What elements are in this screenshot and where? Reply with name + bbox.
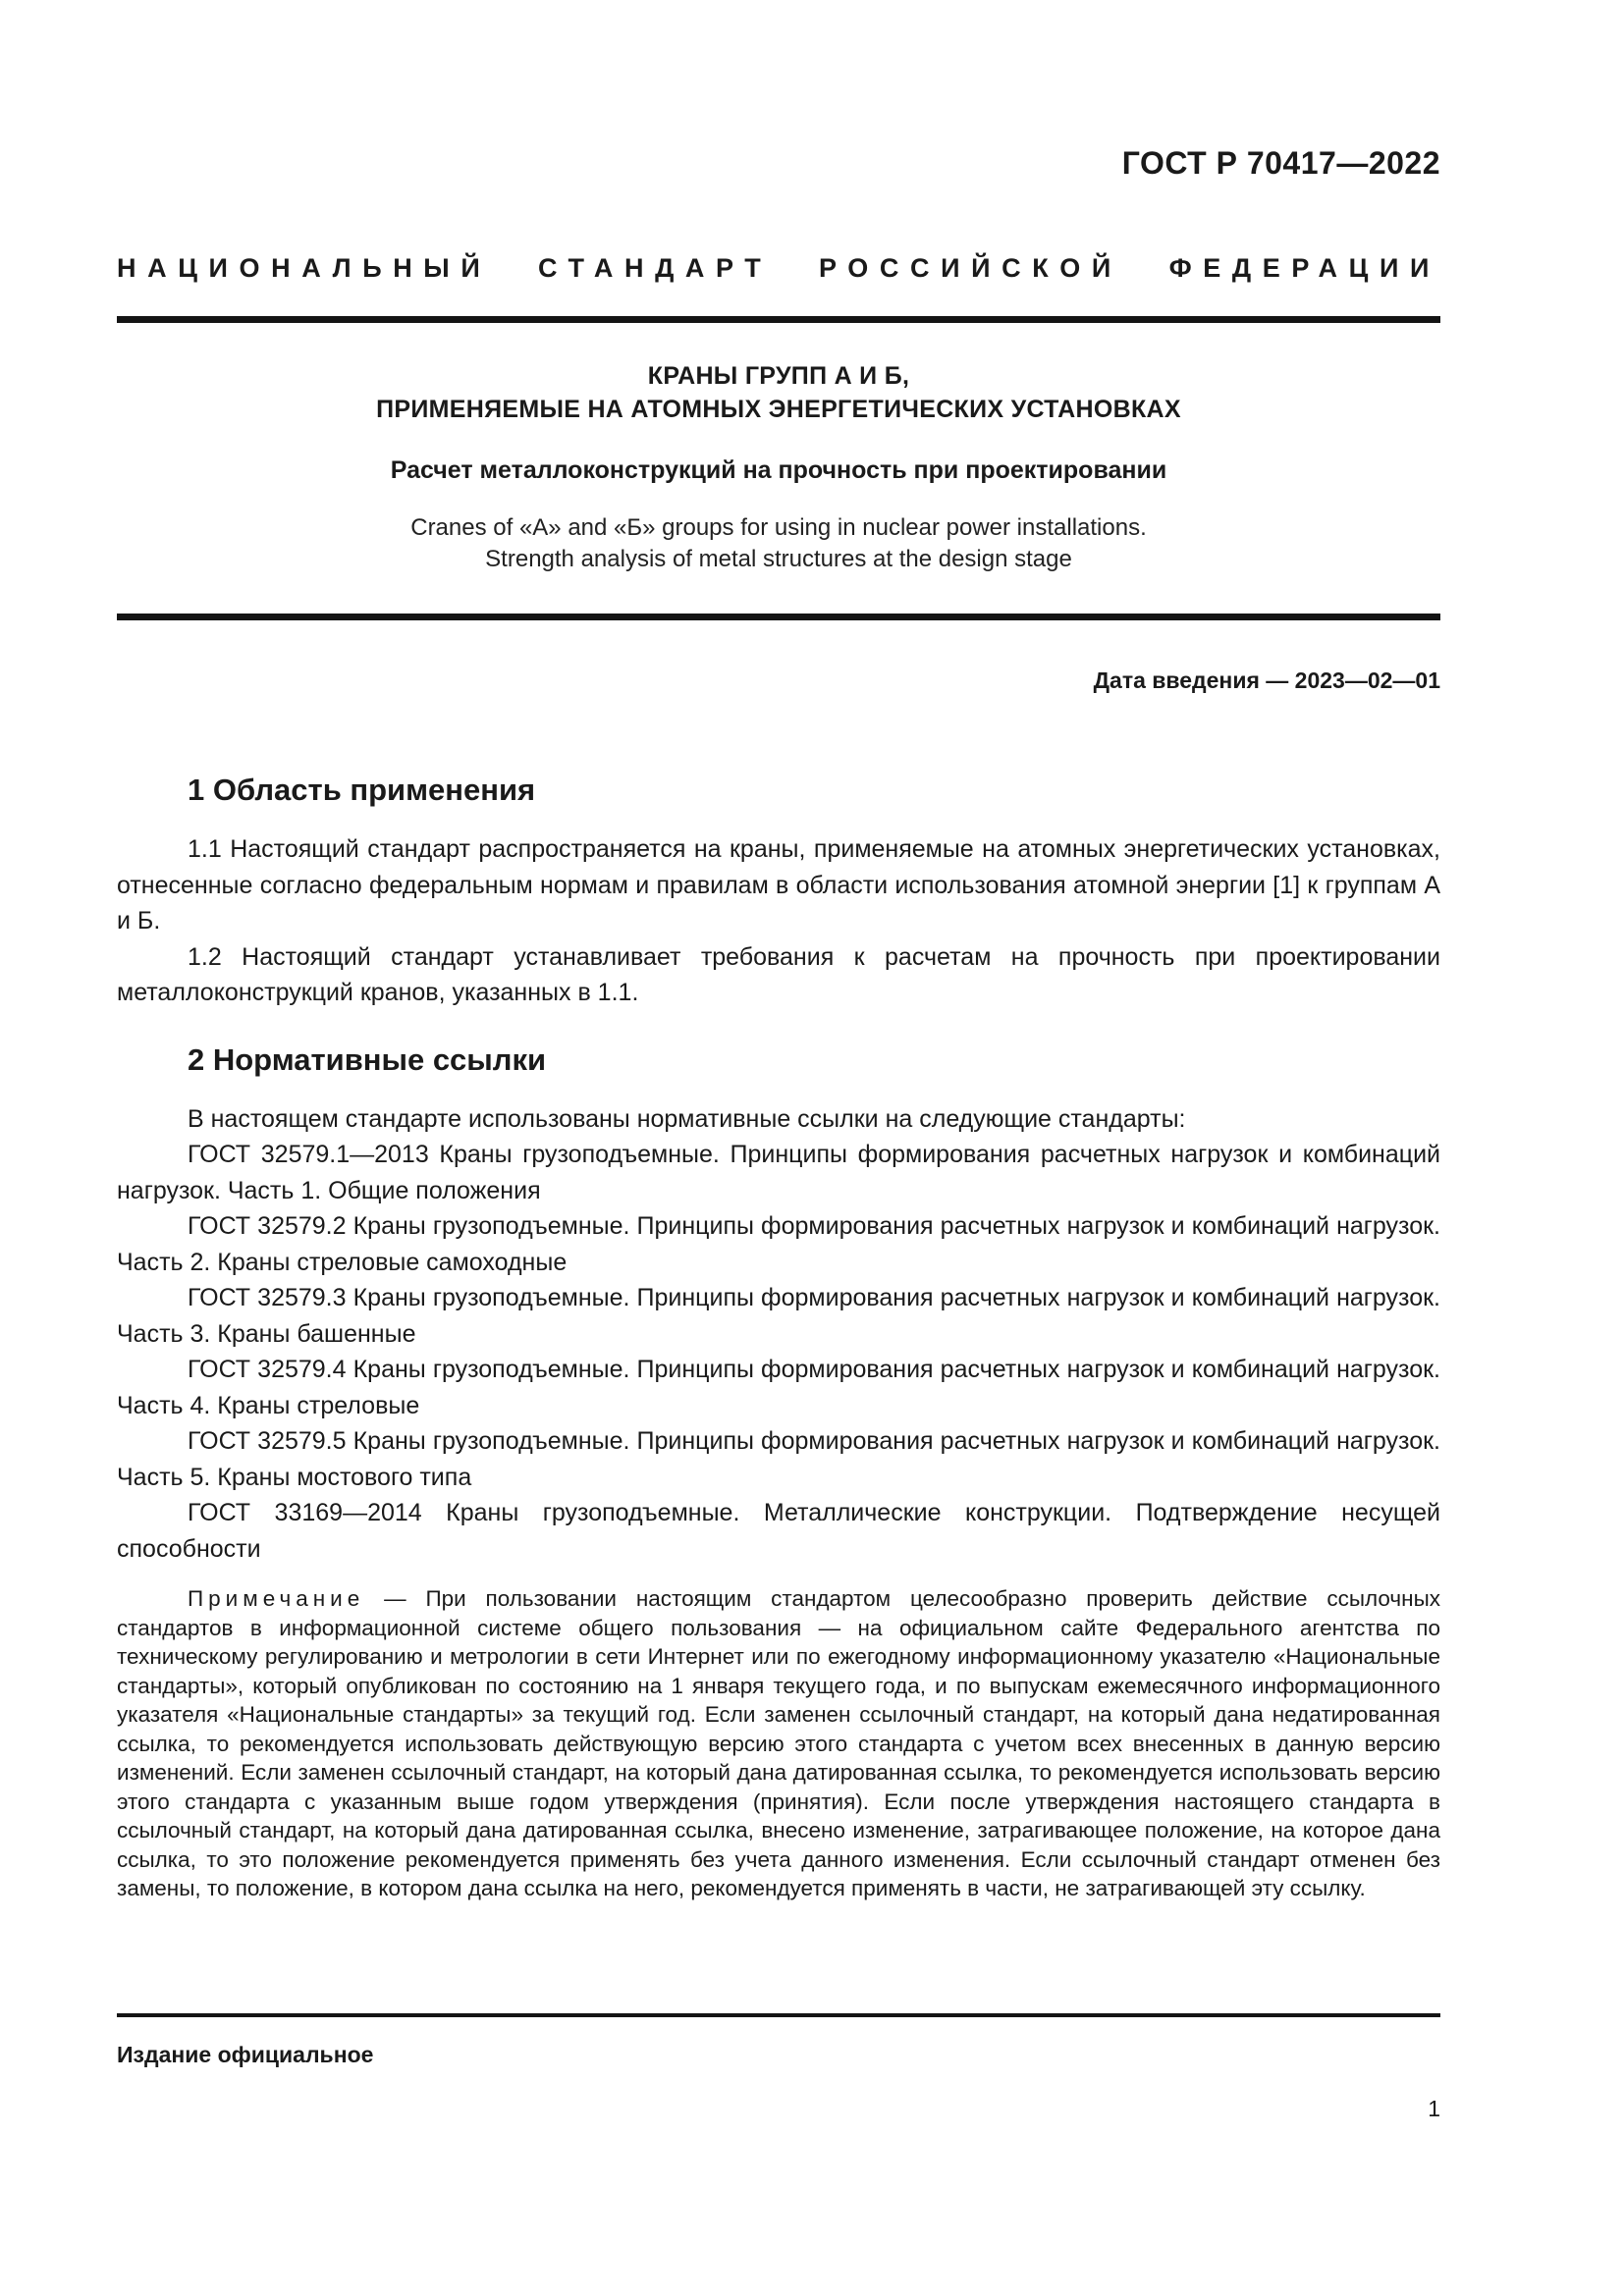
bottom-divider: [117, 2013, 1440, 2017]
title-line-1: КРАНЫ ГРУПП А И Б,: [647, 362, 910, 390]
middle-divider: [117, 614, 1440, 620]
section-scope: [117, 771, 1440, 1011]
reference-item: ГОСТ 32579.5 Краны грузоподъемные. Принципы формирования расчетных нагрузок и комбинаций нагрузок. Часть 5. Краны мостового типа: [117, 1427, 1440, 1491]
section-normative-references: [117, 1041, 1440, 1903]
official-edition-label: Издание официальное: [117, 2042, 374, 2067]
document-body: [117, 771, 1440, 1903]
page-number: 1: [1428, 2096, 1440, 2121]
section-heading: 1 Область применения: [188, 773, 536, 807]
top-divider: [117, 316, 1440, 323]
note-text: — При пользовании настоящим стандартом целесообразно проверить действие ссылочных стандартов в информационной системе общего пользования — на официальном сайте Федерального агентства по техническому регулированию и метрологии в сети Интернет или по ежегодному информационному указателю «Национальные стандарты», который опубликован по состоянию на 1 января текущего года, и по выпускам ежемесячного информационного указателя «Национальные стандарты» за текущий год. Если заменен ссылочный стандарт, на который дана недатированная ссылка, то рекомендуется использовать действующую версию этого стандарта с учетом всех внесенных в данную версию изменений. Если заменен ссылочный стандарт, на который дана датированная ссылка, то рекомендуется использовать версию этого стандарта с указанным выше годом утверждения (принятия). Если после утверждения настоящего стандарта в ссылочный стандарт, на который дана датированная ссылка, внесено изменение, затрагивающее положение, на которое дана ссылка, то это положение рекомендуется применять без учета данного изменения. Если ссылочный стандарт отменен без замены, то положение, в котором дана ссылка на него, рекомендуется применять в части, не затрагивающей эту ссылку.: [117, 1586, 1440, 1900]
english-title-line-2: Strength analysis of metal structures at the design stage: [485, 546, 1072, 572]
reference-item: ГОСТ 32579.1—2013 Краны грузоподъемные. Принципы формирования расчетных нагрузок и комбинаций нагрузок. Часть 1. Общие положения: [117, 1141, 1440, 1204]
gost-number: ГОСТ Р 70417—2022: [1121, 145, 1440, 181]
english-title-line-1: Cranes of «A» and «Б» groups for using in nuclear power installations.: [410, 514, 1147, 541]
reference-item: ГОСТ 33169—2014 Краны грузоподъемные. Металлические конструкции. Подтверждение несущей способности: [117, 1499, 1440, 1563]
paragraph: 1.2 Настоящий стандарт устанавливает требования к расчетам на прочность при проектировании металлоконструкций кранов, указанных в 1.1.: [117, 942, 1440, 1006]
reference-item: ГОСТ 32579.3 Краны грузоподъемные. Принципы формирования расчетных нагрузок и комбинаций нагрузок. Часть 3. Краны башенные: [117, 1284, 1440, 1348]
note: [117, 1584, 1440, 1903]
english-title: [117, 512, 1440, 575]
reference-item: ГОСТ 32579.4 Краны грузоподъемные. Принципы формирования расчетных нагрузок и комбинаций нагрузок. Часть 4. Краны стреловые: [117, 1356, 1440, 1419]
note-label: Примечание: [188, 1586, 365, 1611]
section-heading: 2 Нормативные ссылки: [188, 1041, 547, 1077]
title-block: [117, 359, 1440, 575]
reference-item: ГОСТ 32579.2 Краны грузоподъемные. Принципы формирования расчетных нагрузок и комбинаций нагрузок. Часть 2. Краны стреловые самоходные: [117, 1212, 1440, 1276]
title-line-2: ПРИМЕНЯЕМЫЕ НА АТОМНЫХ ЭНЕРГЕТИЧЕСКИХ УСТАНОВКАХ: [376, 396, 1181, 423]
paragraph: В настоящем стандарте использованы нормативные ссылки на следующие стандарты:: [188, 1104, 1186, 1133]
document-page: [117, 0, 1440, 2296]
document-subtitle: Расчет металлоконструкций на прочность при проектировании: [390, 456, 1167, 484]
introduction-date: Дата введения — 2023—02—01: [1093, 667, 1440, 693]
national-standard-banner: НАЦИОНАЛЬНЫЙ СТАНДАРТ РОССИЙСКОЙ ФЕДЕРАЦИИ: [117, 253, 1440, 283]
paragraph: 1.1 Настоящий стандарт распространяется на краны, применяемые на атомных энергетических установках, отнесенные согласно федеральным нормам и правилам в области использования атомной энергии [1] к группам А и Б.: [117, 835, 1440, 934]
